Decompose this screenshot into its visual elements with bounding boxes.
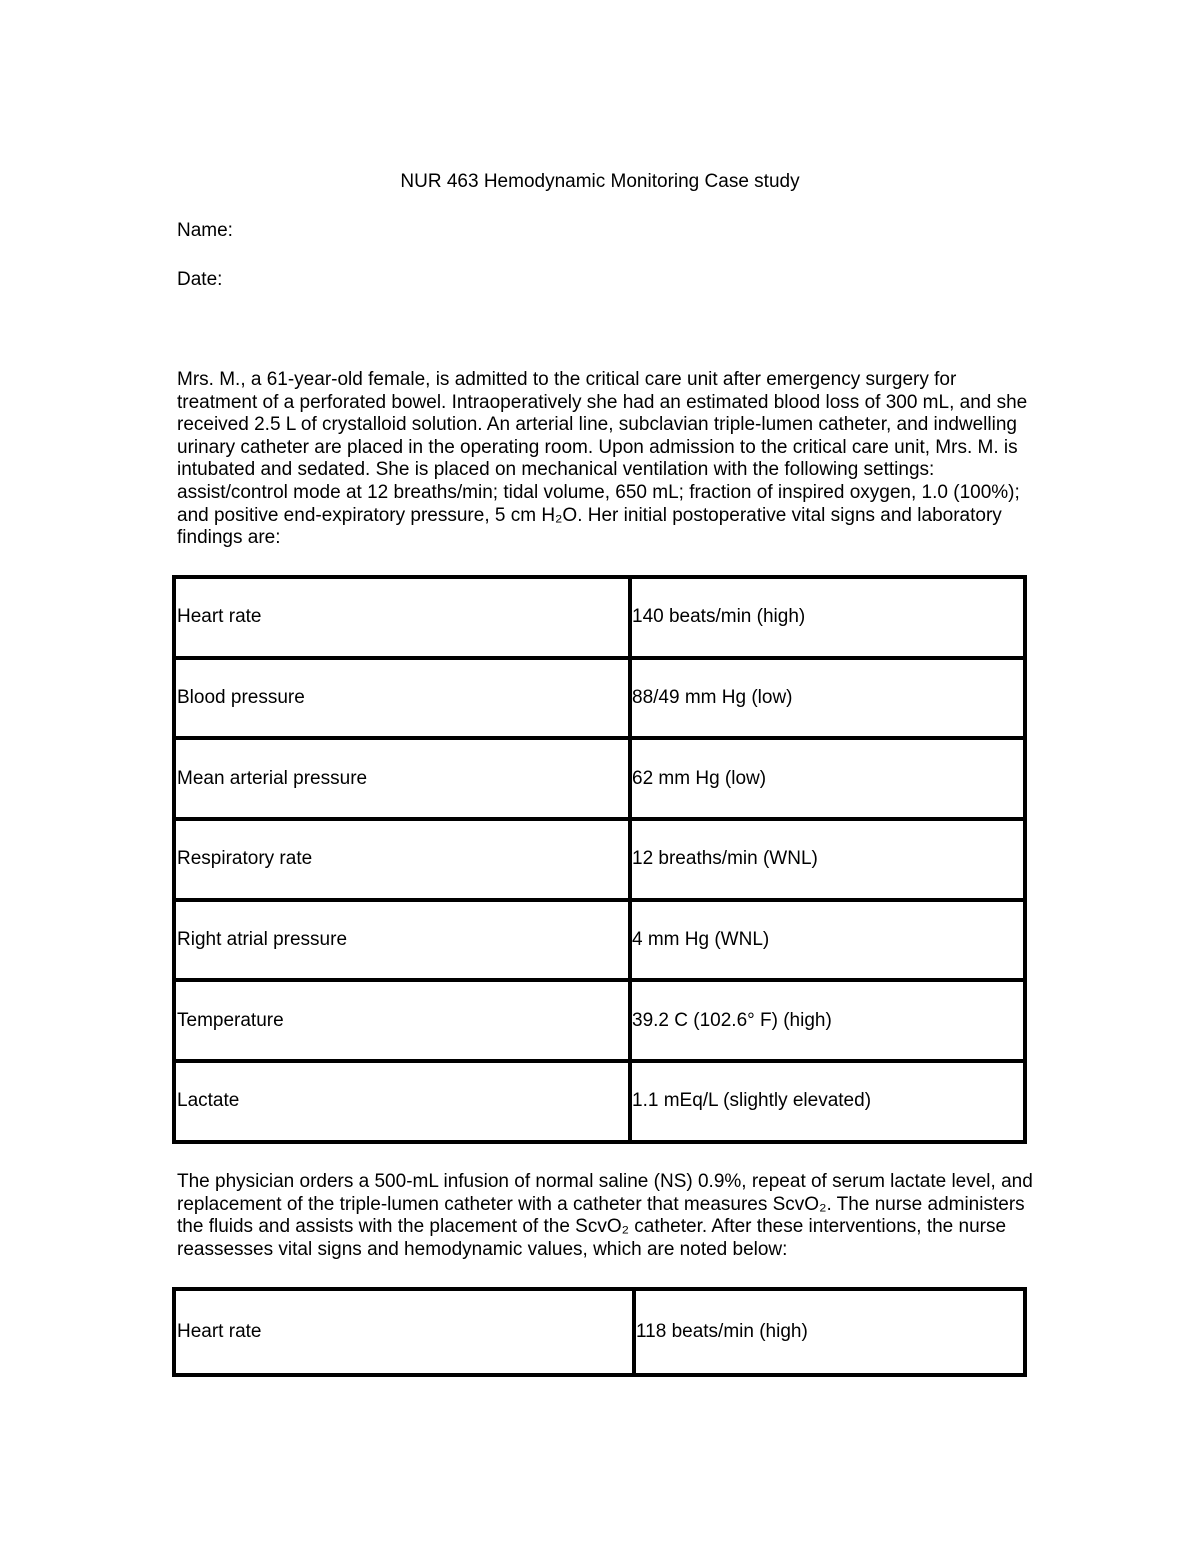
vital-label: Heart rate [174,577,630,658]
table-row [174,738,1025,819]
vital-label: Respiratory rate [174,819,630,900]
date-field-label: Date: [177,269,223,290]
followup-paragraph: The physician orders a 500-mL infusion of normal saline (NS) 0.9%, repeat of serum lactate level, and replacement of the triple-lumen catheter with a catheter that measures ScvO₂. The nurse administers the fluids and assists with the placement of the ScvO₂ catheter. After these interventions, the nurse reassesses vital signs and hemodynamic values, which are noted below: [177,1171,1033,1260]
initial-vitals-table [172,575,1027,1144]
vital-value: 4 mm Hg (WNL) [630,900,1025,981]
vital-label: Lactate [174,1061,630,1142]
table-row [174,980,1025,1061]
vital-value: 1.1 mEq/L (slightly elevated) [630,1061,1025,1142]
table-row [174,900,1025,981]
vital-value: 62 mm Hg (low) [630,738,1025,819]
document-title: NUR 463 Hemodynamic Monitoring Case study [400,171,800,192]
table-row [174,658,1025,739]
vital-value: 39.2 C (102.6° F) (high) [630,980,1025,1061]
vital-value: 140 beats/min (high) [630,577,1025,658]
table-row [174,577,1025,658]
vital-label: Temperature [174,980,630,1061]
table-row [174,1061,1025,1142]
vital-label: Blood pressure [174,658,630,739]
intro-paragraph: Mrs. M., a 61-year-old female, is admitted to the critical care unit after emergency surgery for treatment of a perforated bowel. Intraoperatively she had an estimated blood loss of 300 mL, and she received 2.5 L of crystalloid solution. An arterial line, subclavian triple-lumen catheter, and indwelling urinary catheter are placed in the operating room. Upon admission to the critical care unit, Mrs. M. is intubated and sedated. She is placed on mechanical ventilation with the following settings: assist/control mode at 12 breaths/min; tidal volume, 650 mL; fraction of inspired oxygen, 1.0 (100%); and positive end-expiratory pressure, 5 cm H₂O. Her initial postoperative vital signs and laboratory findings are: [177,369,1028,549]
table-row [174,1289,1025,1375]
vital-label: Heart rate [174,1289,634,1375]
vital-value: 88/49 mm Hg (low) [630,658,1025,739]
vital-label: Mean arterial pressure [174,738,630,819]
vital-value: 12 breaths/min (WNL) [630,819,1025,900]
vital-value: 118 beats/min (high) [634,1289,1025,1375]
reassessment-vitals-table [172,1287,1027,1377]
name-field-label: Name: [177,220,233,241]
vital-label: Right atrial pressure [174,900,630,981]
table-row [174,819,1025,900]
